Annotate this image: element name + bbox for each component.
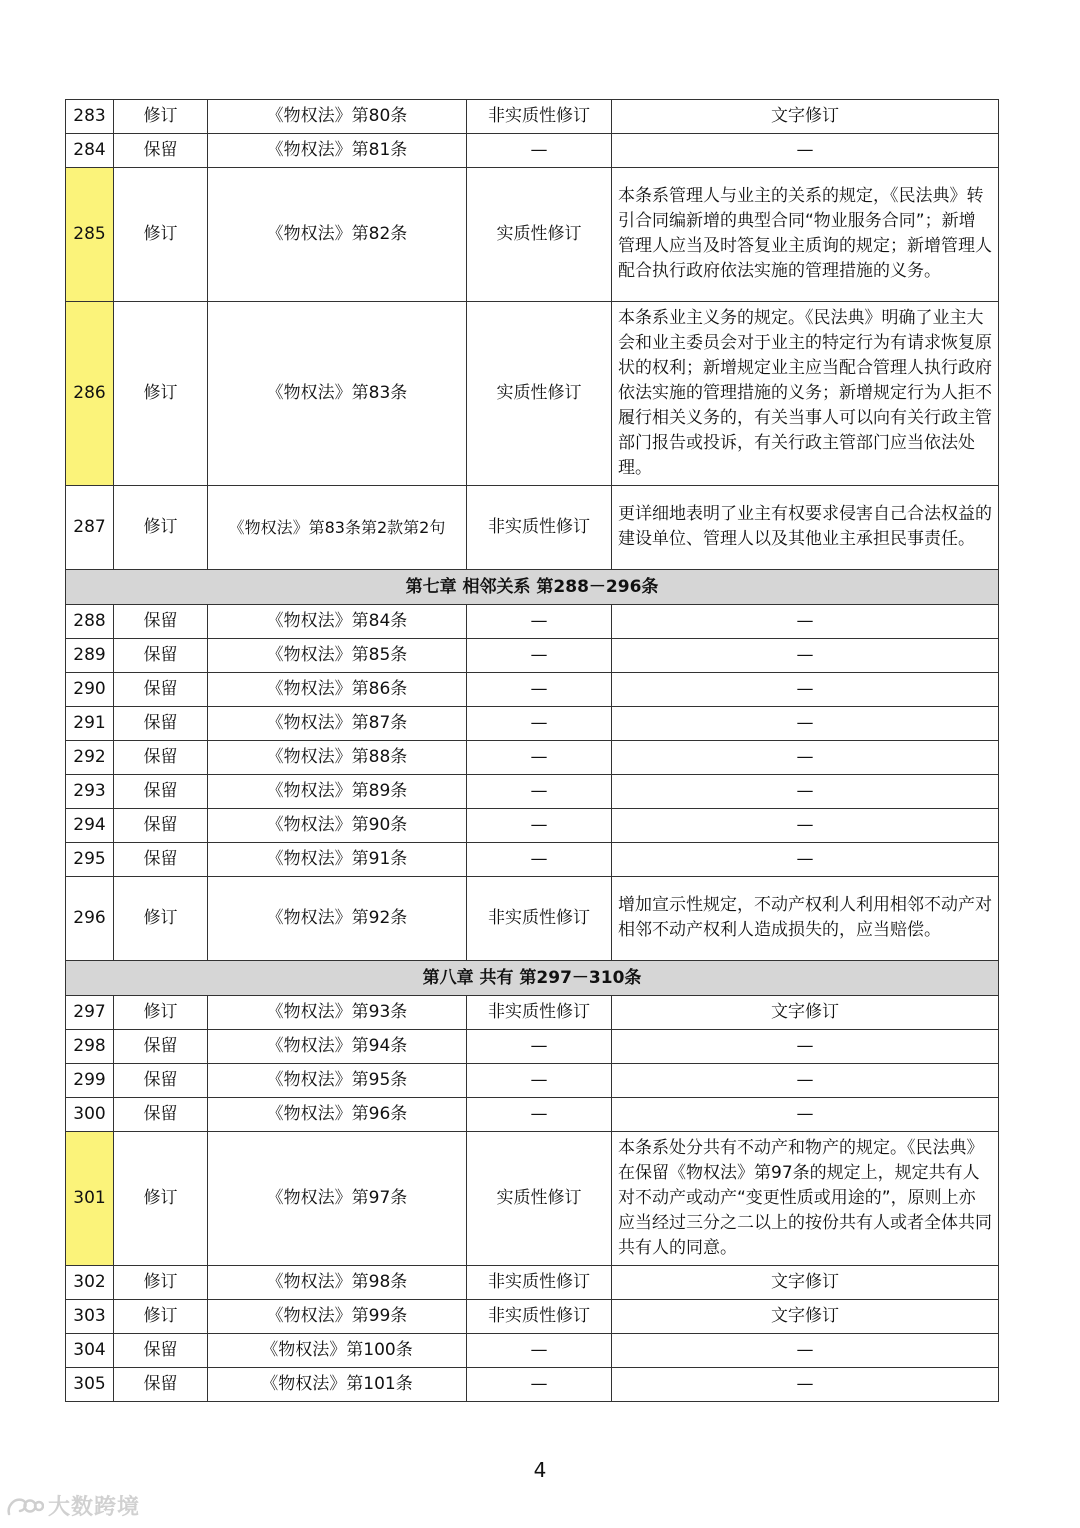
revision-action: 修订 — [114, 100, 208, 134]
revision-note: 增加宣示性规定，不动产权利人利用相邻不动产对相邻不动产权利人造成损失的，应当赔偿。 — [612, 877, 999, 961]
table-row — [66, 100, 999, 134]
revision-action: 修订 — [114, 996, 208, 1030]
article-number-highlighted: 301 — [66, 1132, 114, 1266]
article-number: 297 — [66, 996, 114, 1030]
revision-action: 修订 — [114, 168, 208, 302]
table-row — [66, 1098, 999, 1132]
source-article: 《物权法》第98条 — [208, 1266, 467, 1300]
revision-note: — — [612, 1368, 999, 1402]
revision-note: — — [612, 741, 999, 775]
watermark — [6, 1490, 140, 1521]
source-article: 《物权法》第92条 — [208, 877, 467, 961]
revision-note: — — [612, 605, 999, 639]
revision-action: 修订 — [114, 1266, 208, 1300]
source-article: 《物权法》第85条 — [208, 639, 467, 673]
article-number-highlighted: 286 — [66, 302, 114, 486]
revision-type: — — [467, 775, 612, 809]
watermark-text: 大数跨境 — [48, 1495, 141, 1520]
article-number: 283 — [66, 100, 114, 134]
revision-note: 文字修订 — [612, 1266, 999, 1300]
revision-type: 实质性修订 — [467, 302, 612, 486]
table-row — [66, 486, 999, 570]
revision-action: 保留 — [114, 809, 208, 843]
chapter-header-row — [66, 570, 999, 605]
table-row — [66, 168, 999, 302]
article-number-highlighted: 285 — [66, 168, 114, 302]
table-row — [66, 843, 999, 877]
table-row — [66, 302, 999, 486]
revision-type: — — [467, 605, 612, 639]
table-row — [66, 877, 999, 961]
source-article: 《物权法》第96条 — [208, 1098, 467, 1132]
source-article: 《物权法》第91条 — [208, 843, 467, 877]
source-article: 《物权法》第88条 — [208, 741, 467, 775]
revision-action: 保留 — [114, 134, 208, 168]
revision-action: 保留 — [114, 1334, 208, 1368]
revision-type: — — [467, 1064, 612, 1098]
revision-note: 文字修订 — [612, 996, 999, 1030]
table-row — [66, 775, 999, 809]
revision-action: 修订 — [114, 302, 208, 486]
source-article: 《物权法》第93条 — [208, 996, 467, 1030]
source-article: 《物权法》第83条 — [208, 302, 467, 486]
source-article: 《物权法》第101条 — [208, 1368, 467, 1402]
table-row — [66, 1266, 999, 1300]
article-number: 287 — [66, 486, 114, 570]
article-number: 291 — [66, 707, 114, 741]
table-row — [66, 1368, 999, 1402]
revision-type: 实质性修订 — [467, 1132, 612, 1266]
source-article: 《物权法》第87条 — [208, 707, 467, 741]
chapter-header-row — [66, 961, 999, 996]
table-row — [66, 1030, 999, 1064]
revision-action: 保留 — [114, 673, 208, 707]
revision-type: 非实质性修订 — [467, 100, 612, 134]
revision-note: — — [612, 843, 999, 877]
revision-action: 修订 — [114, 1300, 208, 1334]
revision-type: 实质性修订 — [467, 168, 612, 302]
revision-action: 保留 — [114, 843, 208, 877]
revision-note: 更详细地表明了业主有权要求侵害自己合法权益的建设单位、管理人以及其他业主承担民事责任。 — [612, 486, 999, 570]
article-number: 290 — [66, 673, 114, 707]
revision-action: 保留 — [114, 639, 208, 673]
revision-type: 非实质性修订 — [467, 1266, 612, 1300]
revision-note: — — [612, 673, 999, 707]
revision-note: — — [612, 1098, 999, 1132]
article-number: 292 — [66, 741, 114, 775]
brand-logo-icon — [6, 1494, 44, 1518]
source-article: 《物权法》第90条 — [208, 809, 467, 843]
table-row — [66, 673, 999, 707]
revision-type: 非实质性修订 — [467, 877, 612, 961]
chapter-title: 第七章 相邻关系 第288－296条 — [66, 570, 999, 605]
revision-note: — — [612, 639, 999, 673]
revision-action: 保留 — [114, 707, 208, 741]
page-number: 4 — [533, 1458, 547, 1482]
article-number: 304 — [66, 1334, 114, 1368]
source-article: 《物权法》第97条 — [208, 1132, 467, 1266]
table-row — [66, 134, 999, 168]
source-article: 《物权法》第99条 — [208, 1300, 467, 1334]
table-row — [66, 741, 999, 775]
revision-action: 保留 — [114, 741, 208, 775]
revision-action: 保留 — [114, 605, 208, 639]
revision-action: 保留 — [114, 1368, 208, 1402]
source-article: 《物权法》第83条第2款第2句 — [208, 486, 467, 570]
revision-type: 非实质性修订 — [467, 486, 612, 570]
article-number: 295 — [66, 843, 114, 877]
revision-type: — — [467, 1334, 612, 1368]
source-article: 《物权法》第86条 — [208, 673, 467, 707]
revision-type: — — [467, 809, 612, 843]
source-article: 《物权法》第94条 — [208, 1030, 467, 1064]
article-number: 300 — [66, 1098, 114, 1132]
revision-note: — — [612, 707, 999, 741]
revision-type: — — [467, 1098, 612, 1132]
source-article: 《物权法》第100条 — [208, 1334, 467, 1368]
article-number: 298 — [66, 1030, 114, 1064]
table-row — [66, 1064, 999, 1098]
revision-type: — — [467, 843, 612, 877]
revision-type: — — [467, 741, 612, 775]
revision-action: 保留 — [114, 775, 208, 809]
source-article: 《物权法》第89条 — [208, 775, 467, 809]
article-number: 296 — [66, 877, 114, 961]
revision-action: 修订 — [114, 1132, 208, 1266]
revision-note: 文字修订 — [612, 1300, 999, 1334]
revision-note: 本条系处分共有不动产和物产的规定。《民法典》在保留《物权法》第97条的规定上，规定共有人对不动产或动产“变更性质或用途的”，原则上亦应当经过三分之二以上的按份共有人或者全体共同共有人的同意。 — [612, 1132, 999, 1266]
article-number: 299 — [66, 1064, 114, 1098]
source-article: 《物权法》第80条 — [208, 100, 467, 134]
revision-note: — — [612, 1064, 999, 1098]
revision-action: 保留 — [114, 1030, 208, 1064]
article-number: 305 — [66, 1368, 114, 1402]
article-number: 302 — [66, 1266, 114, 1300]
revision-note: — — [612, 775, 999, 809]
law-revision-table — [65, 99, 999, 1402]
article-number: 289 — [66, 639, 114, 673]
table-row — [66, 1132, 999, 1266]
article-number: 284 — [66, 134, 114, 168]
revision-action: 保留 — [114, 1098, 208, 1132]
table-row — [66, 605, 999, 639]
revision-action: 保留 — [114, 1064, 208, 1098]
table-row — [66, 707, 999, 741]
table-row — [66, 996, 999, 1030]
revision-type: — — [467, 1368, 612, 1402]
chapter-title: 第八章 共有 第297－310条 — [66, 961, 999, 996]
revision-note: 本条系管理人与业主的关系的规定，《民法典》转引合同编新增的典型合同“物业服务合同”；新增管理人应当及时答复业主质询的规定；新增管理人配合执行政府依法实施的管理措施的义务。 — [612, 168, 999, 302]
revision-note: — — [612, 134, 999, 168]
revision-type: — — [467, 673, 612, 707]
source-article: 《物权法》第84条 — [208, 605, 467, 639]
table-row — [66, 639, 999, 673]
article-number: 293 — [66, 775, 114, 809]
revision-note: 文字修订 — [612, 100, 999, 134]
revision-type: — — [467, 639, 612, 673]
article-number: 288 — [66, 605, 114, 639]
table-row — [66, 1334, 999, 1368]
revision-type: — — [467, 1030, 612, 1064]
source-article: 《物权法》第81条 — [208, 134, 467, 168]
revision-type: — — [467, 134, 612, 168]
article-number: 303 — [66, 1300, 114, 1334]
article-number: 294 — [66, 809, 114, 843]
revision-type: 非实质性修订 — [467, 1300, 612, 1334]
table-row — [66, 1300, 999, 1334]
revision-type: 非实质性修订 — [467, 996, 612, 1030]
revision-note: 本条系业主义务的规定。《民法典》明确了业主大会和业主委员会对于业主的特定行为有请求恢复原状的权利；新增规定业主应当配合管理人执行政府依法实施的管理措施的义务；新增规定行为人拒不履行相关义务的，有关当事人可以向有关行政主管部门报告或投诉，有关行政主管部门应当依法处理。 — [612, 302, 999, 486]
source-article: 《物权法》第95条 — [208, 1064, 467, 1098]
revision-type: — — [467, 707, 612, 741]
table-row — [66, 809, 999, 843]
revision-note: — — [612, 1334, 999, 1368]
revision-action: 修订 — [114, 877, 208, 961]
revision-note: — — [612, 1030, 999, 1064]
source-article: 《物权法》第82条 — [208, 168, 467, 302]
revision-note: — — [612, 809, 999, 843]
revision-action: 修订 — [114, 486, 208, 570]
